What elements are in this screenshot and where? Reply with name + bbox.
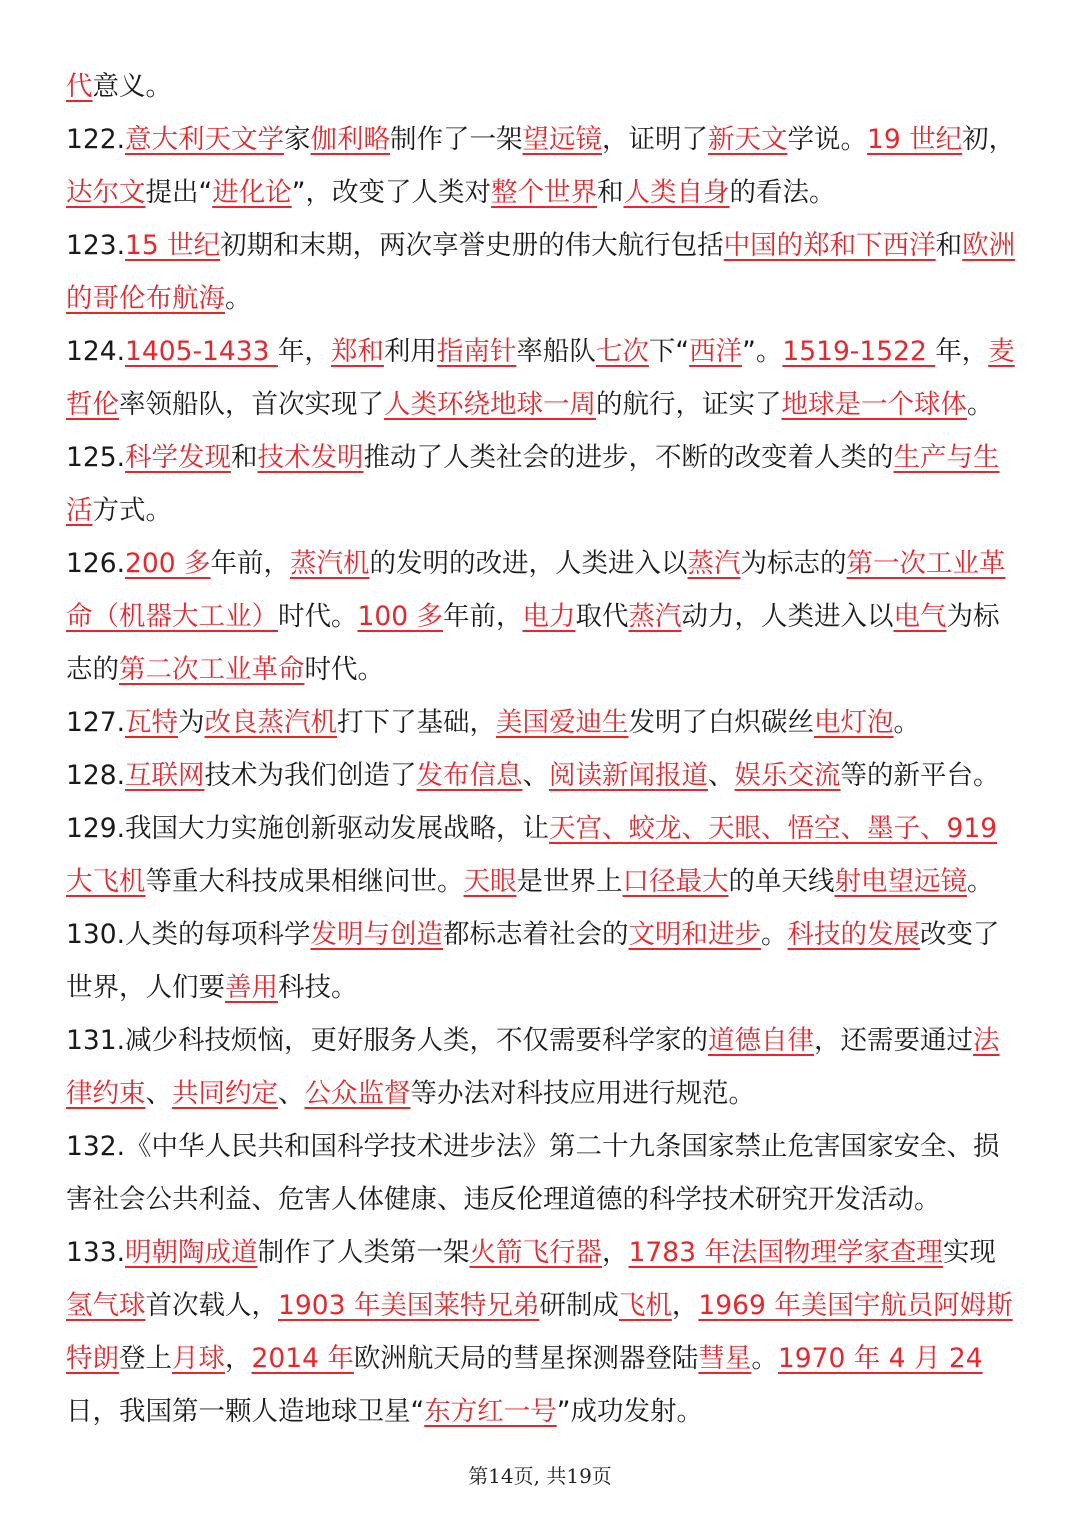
text-run: 首次载人， [145, 1290, 278, 1321]
highlighted-keyword: 阅读新闻报道 [549, 760, 709, 791]
text-run: 年前， [210, 548, 291, 579]
highlighted-keyword: 指南针 [436, 336, 517, 367]
text-run: 方式。 [92, 495, 172, 526]
text-run: 制作了一架 [390, 124, 523, 155]
text-run: 125. [66, 442, 126, 473]
text-run: 。 [225, 283, 252, 314]
text-run: 登上 [119, 1343, 172, 1374]
highlighted-keyword: 科技的发展 [787, 919, 921, 950]
text-run: 年前， [443, 601, 523, 632]
paragraph [66, 1120, 1018, 1226]
text-run: 131.减少科技烦恼，更好服务人类，不仅需要科学家的 [66, 1025, 709, 1056]
paragraph [66, 60, 1018, 113]
page-footer: 第14页, 共19页 [468, 1464, 612, 1488]
highlighted-keyword: 第一次工业革命（机器大工业） [66, 548, 1006, 632]
highlighted-keyword: 氢气球 [66, 1290, 146, 1321]
text-run: 的单天线 [728, 866, 835, 897]
highlighted-keyword: 1969 年美国宇航员阿姆斯特朗 [66, 1290, 1013, 1374]
text-run: 。 [751, 1343, 778, 1374]
highlighted-keyword: 发布信息 [416, 760, 523, 791]
highlighted-keyword: 蒸汽机 [290, 548, 370, 579]
text-run: 是世界上 [516, 866, 623, 897]
paragraph [66, 219, 1018, 325]
text-run: 年， [935, 336, 989, 367]
text-run: 家 [284, 124, 311, 155]
highlighted-keyword: 1519-1522 [782, 336, 936, 367]
paragraph [66, 325, 1018, 431]
text-run: ，证明了 [602, 124, 709, 155]
text-run: 122. [66, 124, 126, 155]
text-run: 129.我国大力实施创新驱动发展战略，让 [66, 813, 550, 844]
text-run: 率领船队，首次实现了 [119, 389, 384, 420]
highlighted-keyword: 天宫、蛟龙、天眼、悟空、墨子、919 大飞机 [66, 813, 998, 897]
text-run: ”，改变了人类对 [291, 177, 491, 208]
highlighted-keyword: 意大利天文学 [125, 124, 285, 155]
highlighted-keyword: 口径最大 [622, 866, 729, 897]
text-run: 研制成 [539, 1290, 619, 1321]
highlighted-keyword: 达尔文 [66, 177, 146, 208]
highlighted-keyword: 瓦特 [125, 707, 179, 738]
highlighted-keyword: 100 多 [357, 601, 444, 632]
text-run: 年， [277, 336, 331, 367]
text-run: 初， [962, 124, 1016, 155]
text-run: 动力，人类进入以 [681, 601, 894, 632]
highlighted-keyword: 共同约定 [172, 1078, 278, 1109]
text-run: 124. [66, 336, 126, 367]
highlighted-keyword: 1783 年法国物理学家查理 [628, 1237, 943, 1268]
text-run: 、 [522, 760, 550, 791]
highlighted-keyword: 200 多 [125, 548, 211, 579]
highlighted-keyword: 明朝陶成道 [125, 1237, 258, 1268]
highlighted-keyword: 伽利略 [310, 124, 391, 155]
highlighted-keyword: 电气 [893, 601, 947, 632]
text-run: 、 [145, 1078, 172, 1109]
text-run: 打下了基础， [337, 707, 497, 738]
highlighted-keyword: 人类自身 [623, 177, 730, 208]
highlighted-keyword: 东方红一号 [424, 1396, 557, 1427]
highlighted-keyword: 1405-1433 [125, 336, 278, 367]
text-run: 的航行，证实了 [596, 389, 782, 420]
highlighted-keyword: 19 世纪 [867, 124, 963, 155]
text-run: 为标志的 [66, 601, 1000, 685]
text-run: ，还需要通过 [814, 1025, 974, 1056]
highlighted-keyword: 科学发现 [125, 442, 232, 473]
highlighted-keyword: 公众监督 [304, 1078, 411, 1109]
text-run: 。 [761, 919, 788, 950]
highlighted-keyword: 法律约束 [66, 1025, 1000, 1109]
highlighted-keyword: 欧洲的哥伦布航海 [66, 230, 1016, 314]
text-run: ， [602, 1237, 629, 1268]
text-run: 下“ [648, 336, 690, 367]
text-run: 改变了世界，人们要 [66, 919, 1000, 1003]
text-run: 。 [967, 866, 994, 897]
text-run: 128. [66, 760, 126, 791]
highlighted-keyword: 七次 [595, 336, 649, 367]
highlighted-keyword: 15 世纪 [125, 230, 221, 261]
text-run: 日，我国第一颗人造地球卫星“ [66, 1396, 425, 1427]
text-run: 和 [231, 442, 258, 473]
text-run: 为标志的 [740, 548, 847, 579]
text-run: 126. [66, 548, 126, 579]
text-run: 和 [596, 177, 624, 208]
highlighted-keyword: 飞机 [618, 1290, 672, 1321]
text-run: 127. [66, 707, 126, 738]
paragraph [66, 537, 1018, 696]
highlighted-keyword: 生产与生活 [66, 442, 1000, 526]
text-run: 学说。 [787, 124, 868, 155]
highlighted-keyword: 月球 [172, 1343, 225, 1374]
text-run: 欧洲航天局的彗星探测器登陆 [353, 1343, 699, 1374]
text-run: 130.人类的每项科学 [66, 919, 311, 950]
paragraph [66, 431, 1018, 537]
highlighted-keyword: 天眼 [463, 866, 517, 897]
text-run: 时代。 [278, 601, 358, 632]
highlighted-keyword: 2014 年 [251, 1343, 354, 1374]
text-run: 的发明的改进，人类进入以 [369, 548, 688, 579]
highlighted-keyword: 人类环绕地球一周 [384, 389, 596, 420]
text-run: 制作了人类第一架 [257, 1237, 470, 1268]
text-run: 技术为我们创造了 [204, 760, 417, 791]
paragraph [66, 749, 1018, 802]
text-run: 意义。 [92, 71, 172, 102]
highlighted-keyword: 彗星 [698, 1343, 752, 1374]
text-run: 实现 [942, 1237, 996, 1268]
text-run: 利用 [383, 336, 437, 367]
highlighted-keyword: 郑和 [330, 336, 384, 367]
text-run: 等重大科技成果相继问世。 [145, 866, 464, 897]
text-run: 推动了人类社会的进步，不断的改变着人类的 [363, 442, 894, 473]
highlighted-keyword: 西洋 [689, 336, 743, 367]
highlighted-keyword: 火箭飞行器 [469, 1237, 603, 1268]
text-run: 都标志着社会的 [443, 919, 629, 950]
highlighted-keyword: 第二次工业革命 [119, 654, 305, 685]
document-body [66, 60, 1018, 1438]
highlighted-keyword: 发明与创造 [310, 919, 444, 950]
highlighted-keyword: 蒸汽 [628, 601, 682, 632]
text-run: 123. [66, 230, 126, 261]
text-run: 等办法对科技应用进行规范。 [410, 1078, 755, 1109]
highlighted-keyword: 美国爱迪生 [496, 707, 629, 738]
highlighted-keyword: 善用 [225, 972, 278, 1003]
highlighted-keyword: 麦哲伦 [66, 336, 1015, 420]
paragraph [66, 1226, 1018, 1438]
text-run: 等的新平台。 [840, 760, 1000, 791]
paragraph [66, 113, 1018, 219]
text-run: 科技。 [278, 972, 358, 1003]
text-run: 132.《中华人民共和国科学技术进步法》第二十九条国家禁止危害国家安全、损害社会公共利益、危害人体健康、违反伦理道德的科学技术研究开发活动。 [66, 1131, 1000, 1215]
text-run: 133. [66, 1237, 126, 1268]
paragraph [66, 802, 1018, 908]
text-run: 为 [178, 707, 205, 738]
text-run: 提出“ [145, 177, 213, 208]
highlighted-keyword: 新天文 [708, 124, 788, 155]
text-run: 、 [278, 1078, 305, 1109]
highlighted-keyword: 文明和进步 [628, 919, 762, 950]
highlighted-keyword: 1903 年美国莱特兄弟 [278, 1290, 540, 1321]
text-run: 。 [893, 707, 921, 738]
text-run: 和 [935, 230, 963, 261]
highlighted-keyword: 道德自律 [708, 1025, 815, 1056]
highlighted-keyword: 进化论 [212, 177, 292, 208]
highlighted-keyword: 电灯泡 [814, 707, 894, 738]
highlighted-keyword: 蒸汽 [687, 548, 741, 579]
highlighted-keyword: 望远镜 [522, 124, 603, 155]
paragraph [66, 908, 1018, 1014]
text-run: ， [225, 1343, 252, 1374]
highlighted-keyword: 地球是一个球体 [781, 389, 967, 420]
text-run: 。 [967, 389, 994, 420]
text-run: 初期和末期，两次享誉史册的伟大航行包括 [220, 230, 724, 261]
highlighted-keyword: 射电望远镜 [834, 866, 967, 897]
highlighted-keyword: 技术发明 [257, 442, 364, 473]
paragraph [66, 1014, 1018, 1120]
text-run: 时代。 [304, 654, 384, 685]
highlighted-keyword: 1970 年 4 月 24 [777, 1343, 983, 1374]
text-run: 取代 [575, 601, 629, 632]
text-run: ”成功发射。 [556, 1396, 703, 1427]
highlighted-keyword: 改良蒸汽机 [204, 707, 338, 738]
paragraph [66, 696, 1018, 749]
highlighted-keyword: 电力 [522, 601, 576, 632]
highlighted-keyword: 互联网 [125, 760, 205, 791]
text-run: ， [671, 1290, 699, 1321]
highlighted-keyword: 娱乐交流 [734, 760, 841, 791]
highlighted-keyword: 代 [66, 71, 93, 102]
text-run: 、 [708, 760, 735, 791]
text-run: 率船队 [516, 336, 596, 367]
text-run: 发明了白炽碳丝 [628, 707, 815, 738]
highlighted-keyword: 中国的郑和下西洋 [723, 230, 936, 261]
text-run: ”。 [742, 336, 783, 367]
highlighted-keyword: 整个世界 [490, 177, 597, 208]
text-run: 的看法。 [729, 177, 836, 208]
